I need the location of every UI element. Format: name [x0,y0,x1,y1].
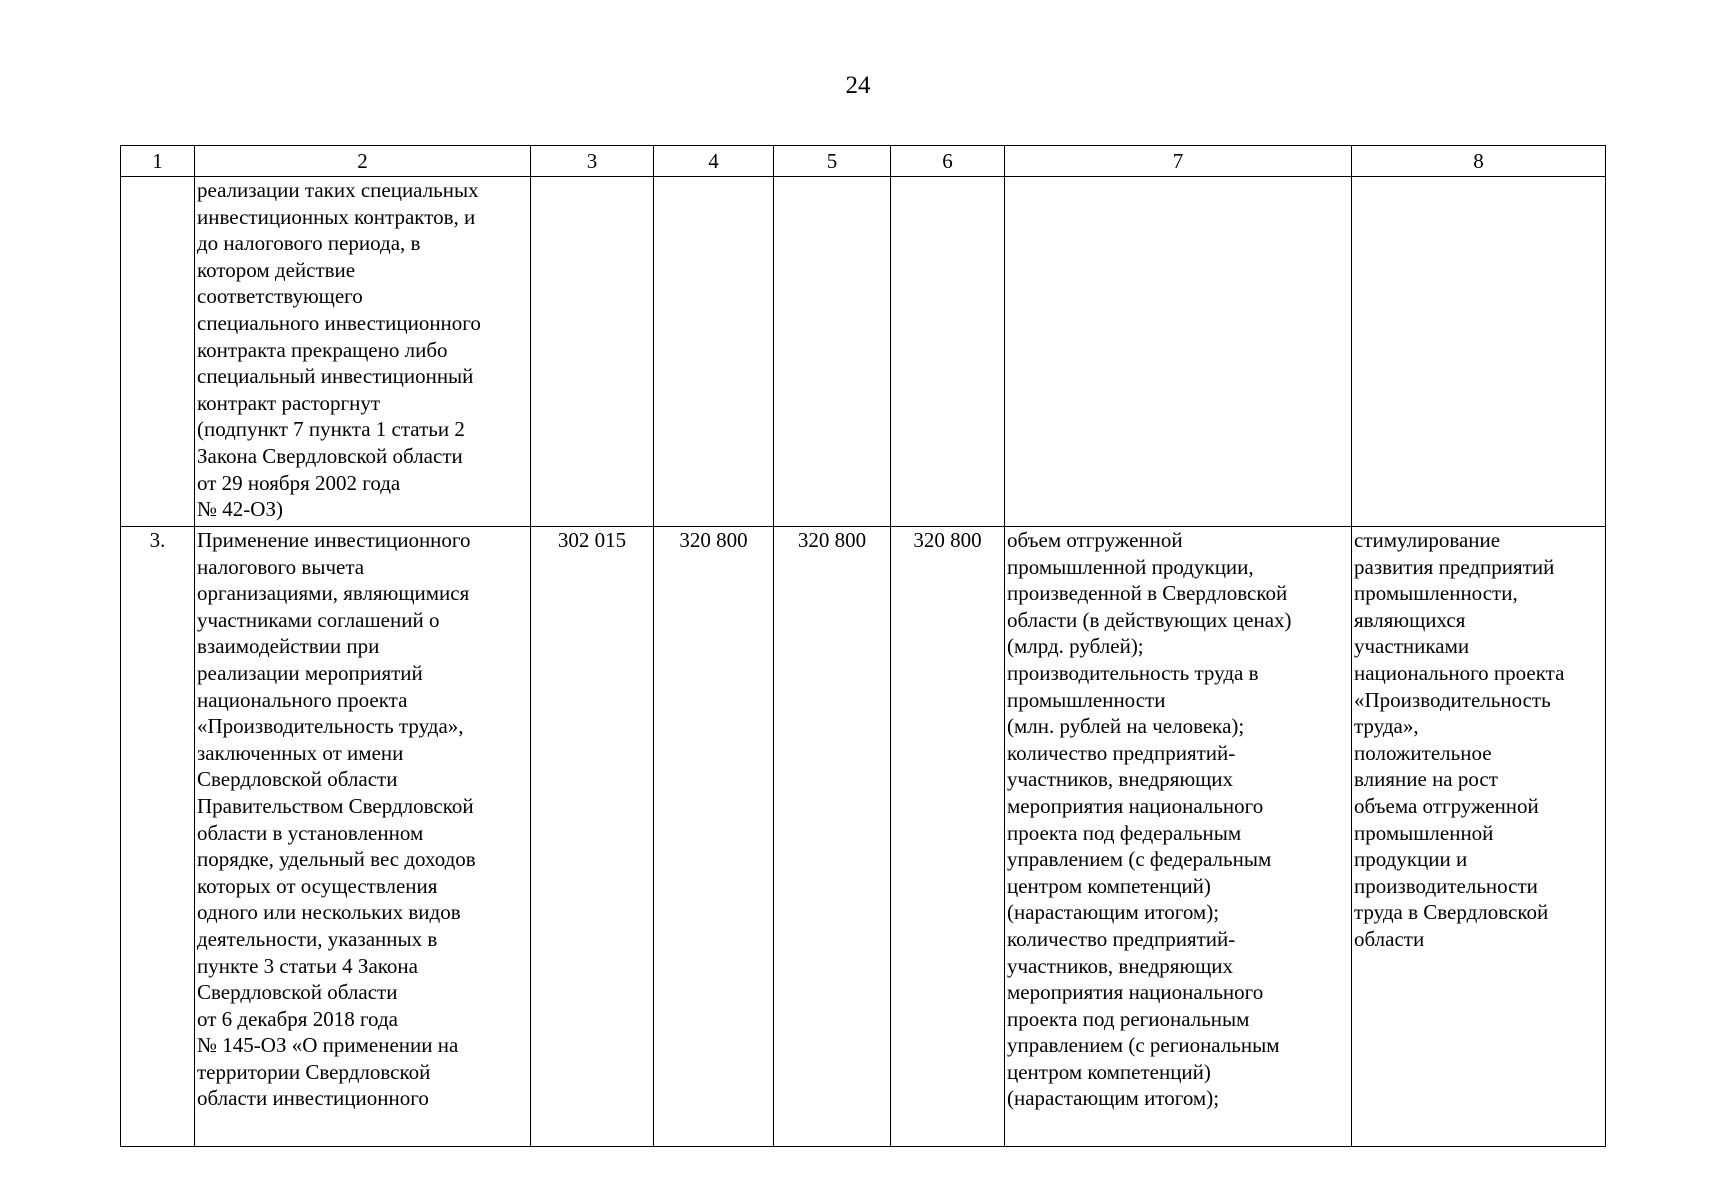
indicators-cell: объем отгруженной промышленной продукции, произведенной в Свердловской области (в действующих ценах) (млрд. рублей); производительность труда в промышленности (млн. рублей на человека); количество предприятий- участников, внедряющих мероприятия национального проекта под федеральным управлением (с федеральным центром компетенций) (нарастающим итогом); количество предприятий- участников, внедряющих мероприятия национального проекта под региональным управлением (с региональным центром компетенций) (нарастающим итогом); [1005,527,1352,1147]
table-row [121,527,1606,1147]
column-header: 3 [531,146,654,177]
table-row [121,177,1606,527]
column-header: 2 [195,146,531,177]
value-cell: 302 015 [531,527,654,1147]
description-cell: реализации таких специальных инвестиционных контрактов, и до налогового периода, в котором действие соответствующего специального инвестиционного контракта прекращено либо специальный инвестиционный контракт расторгнут (подпункт 7 пункта 1 статьи 2 Закона Свердловской области от 29 ноября 2002 года № 42-ОЗ) [195,177,531,527]
row-number-cell: 3. [121,527,195,1147]
value-cell [774,177,891,527]
purpose-cell [1352,177,1606,527]
value-cell: 320 800 [774,527,891,1147]
description-cell: Применение инвестиционного налогового вычета организациями, являющимися участниками соглашений о взаимодействии при реализации мероприятий национального проекта «Производительность труда», заключенных от имени Свердловской области Правительством Свердловской области в установленном порядке, удельный вес доходов которых от осуществления одного или нескольких видов деятельности, указанных в пункте 3 статьи 4 Закона Свердловской области от 6 декабря 2018 года № 145-ОЗ «О применении на территории Свердловской области инвестиционного [195,527,531,1147]
value-cell [891,177,1005,527]
value-cell: 320 800 [891,527,1005,1147]
purpose-cell: стимулирование развития предприятий промышленности, являющихся участниками национального проекта «Производительность труда», положительное влияние на рост объема отгруженной промышленной продукции и производительности труда в Свердловской области [1352,527,1606,1147]
column-header: 6 [891,146,1005,177]
page-number: 24 [845,72,871,99]
value-cell: 320 800 [654,527,774,1147]
column-header: 5 [774,146,891,177]
indicators-cell [1005,177,1352,527]
column-header: 1 [121,146,195,177]
column-header: 8 [1352,146,1606,177]
value-cell [654,177,774,527]
column-header: 7 [1005,146,1352,177]
table-header-row [121,146,1606,177]
column-header: 4 [654,146,774,177]
document-table [120,145,1606,1147]
row-number-cell [121,177,195,527]
value-cell [531,177,654,527]
